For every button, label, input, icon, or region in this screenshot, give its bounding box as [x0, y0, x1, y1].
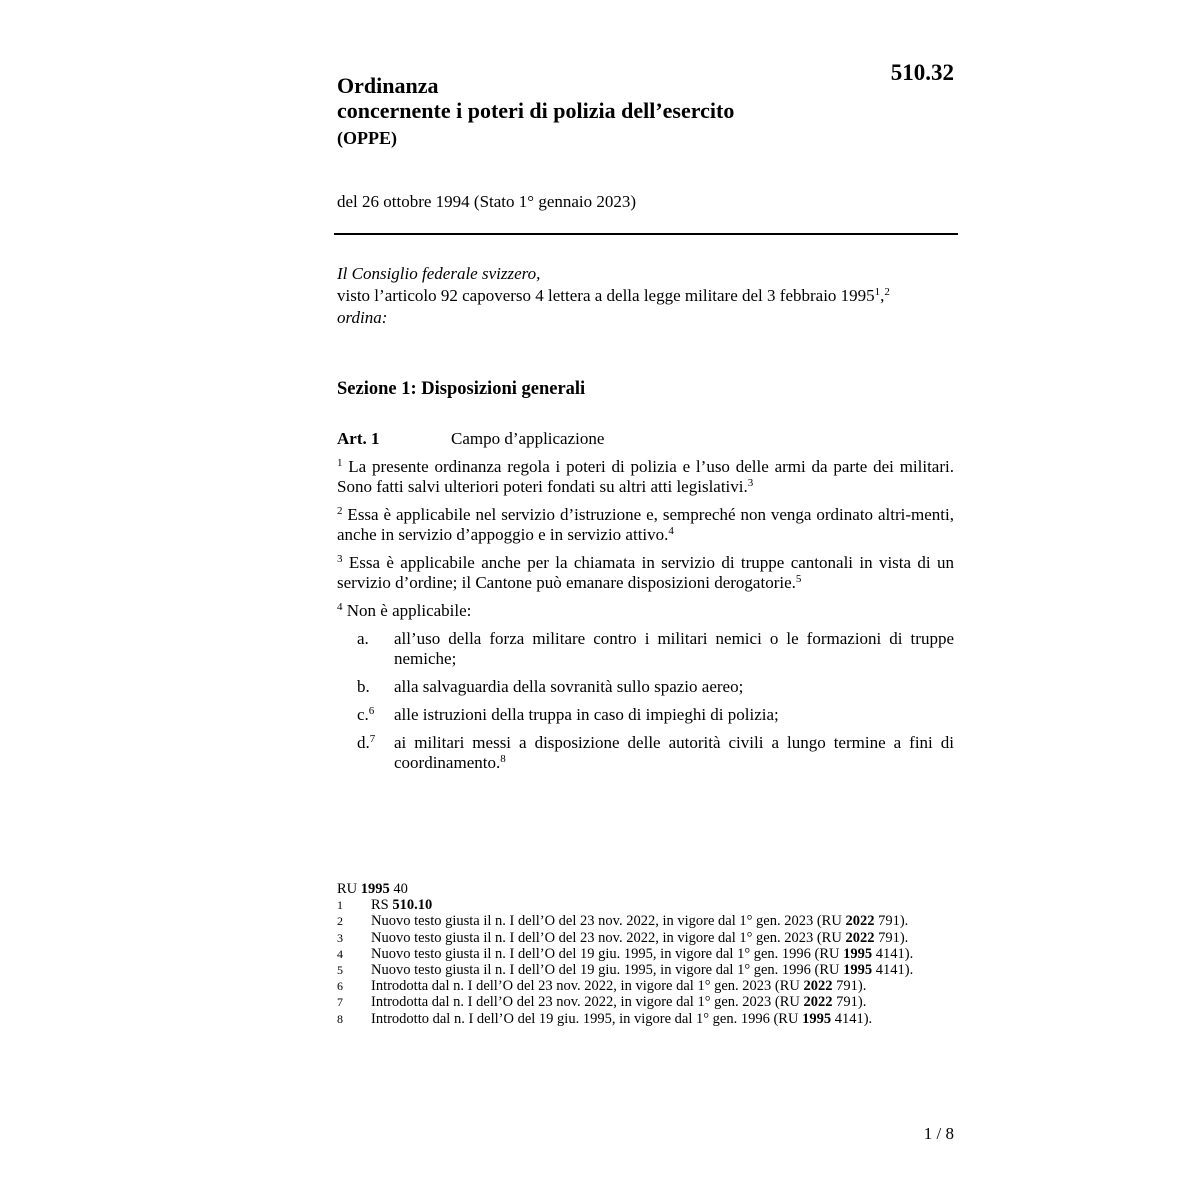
footnote-number: 5: [337, 963, 343, 978]
list-text: alle istruzioni della truppa in caso di impieghi di polizia;: [394, 705, 779, 724]
paragraph-3: [337, 553, 954, 593]
title-abbreviation: (OPPE): [337, 128, 397, 148]
footnote-item: [337, 913, 957, 929]
exclusion-list: [337, 629, 954, 773]
footnote-ref[interactable]: 4: [668, 525, 674, 537]
footnote-text-bold: 1995: [802, 1010, 832, 1027]
footnote-text-pre: Introdotta dal n. I dell’O del 23 nov. 2022, in vigore dal 1° gen. 2023 (RU: [371, 994, 804, 1011]
article-heading: [337, 429, 604, 449]
footnote-list: [337, 897, 957, 1027]
footnote-ref[interactable]: 5: [795, 573, 802, 585]
footnote-text-pre: Introdotto dal n. I dell’O del 19 giu. 1995, in vigore dal 1° gen. 1996 (RU: [371, 1010, 803, 1027]
footnote-text: [371, 946, 957, 962]
paragraph-number: 4: [337, 601, 343, 613]
footnote-number: 8: [337, 1011, 343, 1026]
paragraph-1: [337, 457, 954, 497]
footnote-text-pre: Nuovo testo giusta il n. I dell’O del 23 nov. 2022, in vigore dal 1° gen. 2023 (RU: [371, 913, 846, 930]
footnote-text-bold: 2022: [803, 978, 833, 995]
footnote-item: [337, 930, 957, 946]
preamble-basis-text: visto l’articolo 92 capoverso 4 lettera a della legge militare del 3 febbraio 1995: [337, 286, 875, 305]
footnote-text-pre: Nuovo testo giusta il n. I dell’O del 23 nov. 2022, in vigore dal 1° gen. 2023 (RU: [371, 929, 846, 946]
footnote-text: [371, 978, 957, 994]
section-title: Sezione 1: Disposizioni generali: [337, 379, 586, 399]
title-line-2: concernente i poteri di polizia dell’esercito: [337, 98, 735, 123]
footnote-text-bold: 2022: [845, 929, 875, 946]
page-number: 1 / 8: [923, 1124, 954, 1143]
list-item: [337, 629, 954, 669]
footnote-ref[interactable]: 3: [747, 477, 754, 489]
list-letter: d.: [357, 733, 370, 752]
paragraph-number: 1: [337, 457, 343, 469]
ru-year: 1995: [360, 881, 390, 897]
footnote-text-bold: 2022: [803, 994, 833, 1011]
preamble-ordina: ordina:: [337, 308, 388, 327]
list-text: [394, 733, 954, 773]
footnote-item: [337, 1011, 957, 1027]
list-text: all’uso della forza militare contro i militari nemici o le formazioni di truppe nemiche;: [394, 629, 954, 668]
footnote-text-pre: Nuovo testo giusta il n. I dell’O del 19 giu. 1995, in vigore dal 1° gen. 1996 (RU: [371, 962, 844, 979]
footnote-text-post: 791).: [874, 913, 909, 930]
footnote-text-post: 4141).: [872, 962, 914, 979]
footnote-number: 7: [337, 995, 343, 1010]
preamble-authority: Il Consiglio federale svizzero,: [337, 264, 541, 283]
paragraph-text: Essa è applicabile nel servizio d’istruzione e, sempreché non venga ordinato altri-menti, anche in servizio d’appoggio e in servizio attivo.: [337, 505, 954, 544]
list-label: [337, 733, 394, 773]
footnote-ref[interactable]: 1: [874, 286, 881, 298]
footnote-text-pre: RS: [371, 897, 393, 914]
footnote-item: [337, 994, 957, 1010]
paragraph-text: Essa è applicabile anche per la chiamata in servizio di truppe cantonali in vista di un servizio d’ordine; il Cantone può emanare disposizioni derogatorie.: [337, 553, 954, 592]
footnote-ref[interactable]: 6: [368, 705, 375, 717]
footnote-text: [371, 962, 957, 978]
footnote-text-pre: Introdotta dal n. I dell’O del 23 nov. 2022, in vigore dal 1° gen. 2023 (RU: [371, 978, 804, 995]
footnote-item: [337, 946, 957, 962]
footnote-text: [371, 1011, 957, 1027]
list-letter: a.: [357, 629, 369, 648]
footnote-text-post: 791).: [832, 978, 867, 995]
footnote-text-bold: 1995: [843, 962, 873, 979]
footnote-ref[interactable]: 8: [500, 753, 506, 765]
paragraph-number: 2: [337, 505, 343, 517]
preamble: [337, 263, 957, 329]
list-item: [337, 705, 954, 725]
footnote-number: 2: [337, 914, 343, 929]
footnote-text: [371, 897, 957, 913]
article-title: Campo d’applicazione: [451, 429, 605, 448]
list-label: [337, 705, 394, 725]
footnote-text-pre: Nuovo testo giusta il n. I dell’O del 19 giu. 1995, in vigore dal 1° gen. 1996 (RU: [371, 945, 844, 962]
footnote-ref[interactable]: 2: [884, 286, 890, 298]
ru-reference: [337, 881, 957, 897]
footnote-text: [371, 930, 957, 946]
list-item: [337, 677, 954, 697]
ru-prefix: RU: [337, 881, 361, 897]
footnote-text: [371, 913, 957, 929]
footnote-ref[interactable]: 7: [369, 733, 376, 745]
paragraph-4: [337, 601, 954, 621]
paragraph-text: La presente ordinanza regola i poteri di polizia e l’uso delle armi da parte dei militari. Sono fatti salvi ulteriori poteri fondati su altri atti legislativi.: [337, 457, 954, 496]
footnote-text-bold: 1995: [843, 945, 873, 962]
footnote-item: [337, 962, 957, 978]
article-body: [337, 457, 954, 781]
footnote-text-bold: 510.10: [392, 897, 433, 914]
footnotes: [337, 881, 957, 1027]
list-item: [337, 733, 954, 773]
preamble-basis: [337, 285, 957, 307]
list-label: [337, 677, 394, 697]
date-line: del 26 ottobre 1994 (Stato 1° gennaio 2023): [337, 192, 637, 211]
list-letter: b.: [357, 677, 370, 696]
list-text: alla salvaguardia della sovranità sullo spazio aereo;: [394, 677, 744, 696]
list-text-content: ai militari messi a disposizione delle autorità civili a lungo termine a fini di coordinamento.: [394, 733, 954, 772]
sr-number: 510.32: [890, 60, 954, 85]
footnote-number: 6: [337, 979, 343, 994]
list-letter: c.: [357, 705, 369, 724]
footnote-number: 1: [337, 898, 343, 913]
article-number: Art. 1: [337, 429, 380, 448]
paragraph-number: 3: [337, 553, 343, 565]
footnote-number: 3: [337, 930, 343, 945]
list-label: [337, 629, 394, 669]
footnote-text-bold: 2022: [845, 913, 875, 930]
footnote-item: [337, 897, 957, 913]
footnote-number: 4: [337, 946, 343, 961]
footnote-separator: ,: [880, 286, 885, 305]
footnote-text: [371, 994, 957, 1010]
title-line-1: Ordinanza: [337, 73, 439, 98]
footnote-text-post: 4141).: [872, 945, 914, 962]
paragraph-2: [337, 505, 954, 545]
footnote-text-post: 4141).: [831, 1010, 873, 1027]
footnote-item: [337, 978, 957, 994]
header-rule: [334, 233, 958, 235]
title-block: [337, 73, 857, 149]
footnote-text-post: 791).: [832, 994, 867, 1011]
paragraph-text: Non è applicabile:: [342, 601, 472, 620]
ru-page: 40: [389, 881, 408, 897]
footnote-text-post: 791).: [874, 929, 909, 946]
